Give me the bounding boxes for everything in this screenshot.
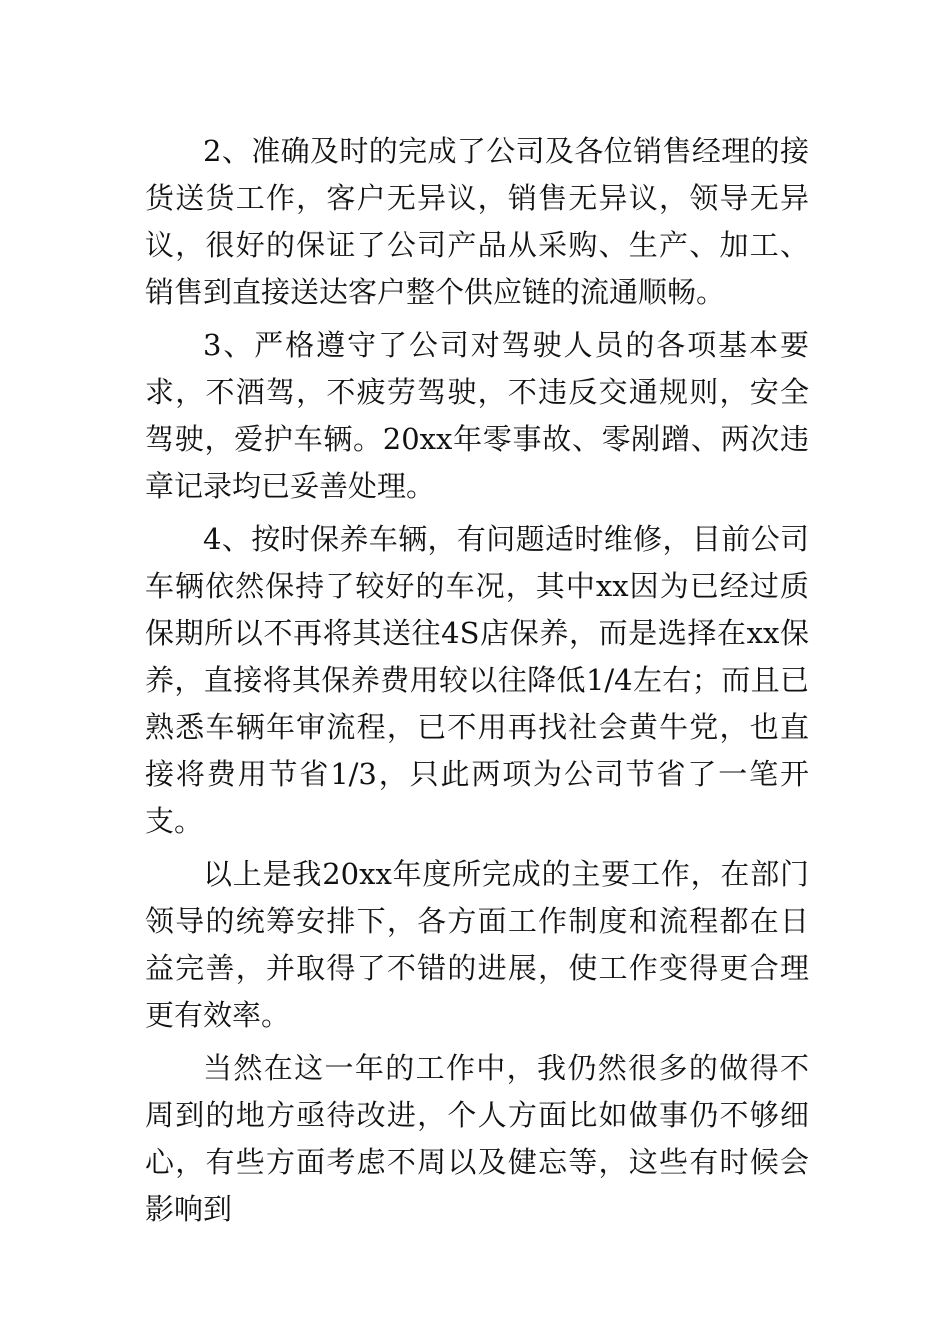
paragraph-shortcomings: 当然在这一年的工作中，我仍然很多的做得不周到的地方亟待改进，个人方面比如做事仍不够细心，有些方面考虑不周以及健忘等，这些有时候会影响到 bbox=[145, 1051, 809, 1226]
paragraph-item-2: 2、准确及时的完成了公司及各位销售经理的接货送货工作，客户无异议，销售无异议，领导无异议，很好的保证了公司产品从采购、生产、加工、销售到直接送达客户整个供应链的流通顺畅。 bbox=[145, 134, 809, 309]
paragraph-summary: 以上是我20xx年度所完成的主要工作，在部门领导的统筹安排下，各方面工作制度和流程都在日益完善，并取得了不错的进展，使工作变得更合理更有效率。 bbox=[145, 857, 809, 1032]
document-body bbox=[145, 128, 809, 1239]
paragraph-item-3: 3、严格遵守了公司对驾驶人员的各项基本要求，不酒驾，不疲劳驾驶，不违反交通规则，安全驾驶，爱护车辆。20xx年零事故、零剐蹭、两次违章记录均已妥善处理。 bbox=[145, 328, 809, 503]
paragraph-item-4: 4、按时保养车辆，有问题适时维修，目前公司车辆依然保持了较好的车况，其中xx因为已经过质保期所以不再将其送往4S店保养，而是选择在xx保养，直接将其保养费用较以往降低1/4左右；而且已熟悉车辆年审流程，已不用再找社会黄牛党，也直接将费用节省1/3，只此两项为公司节省了一笔开支。 bbox=[145, 522, 809, 838]
